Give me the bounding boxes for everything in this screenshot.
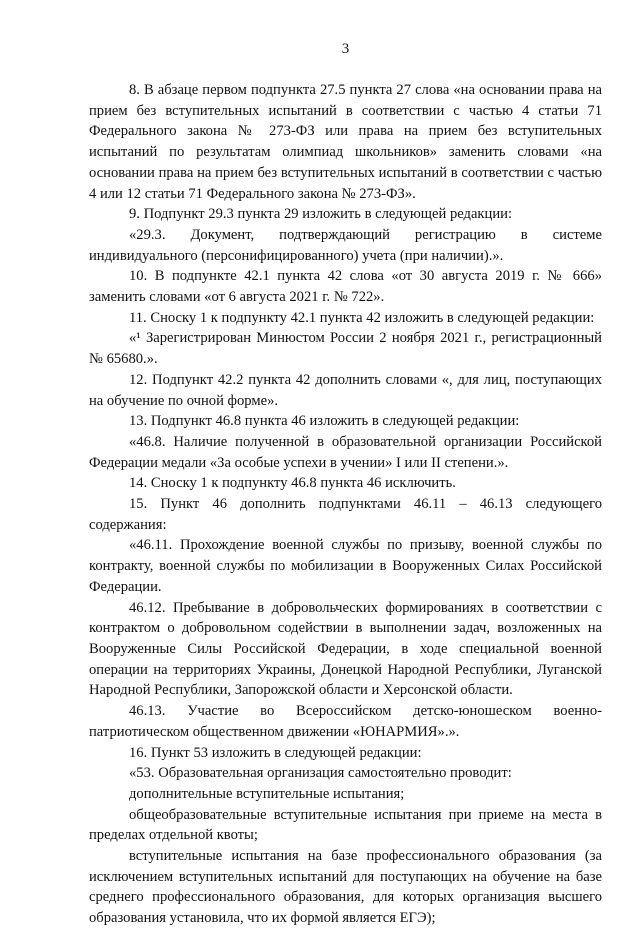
paragraph-subitem-46-8: «46.8. Наличие полученной в образовательной организации Российской Федерации медали «За особые успехи в учении» I или II степени.». xyxy=(89,433,602,471)
paragraph-subitem-46-11: «46.11. Прохождение военной службы по призыву, военной службы по контракту, военной службы по мобилизации в Вооруженных Силах Российской Федерации. xyxy=(89,537,602,595)
paragraph-item-16: 16. Пункт 53 изложить в следующей редакции: xyxy=(129,744,422,761)
paragraph-item-53: «53. Образовательная организация самостоятельно проводит: xyxy=(129,765,512,782)
document-body xyxy=(89,80,602,929)
paragraph-item-8: 8. В абзаце первом подпункта 27.5 пункта 27 слова «на основании права на прием без вступительных испытаний в соответствии с частью 4 статьи 71 Федерального закона № 273-ФЗ или права на прием без вступительных испытаний по результатам олимпиад школьников» заменить словами «на основании права на прием без вступительных испытаний в соответствии с частью 4 или 12 статьи 71 Федерального закона № 273-ФЗ». xyxy=(89,82,602,202)
paragraph-list-item: общеобразовательные вступительные испытания при приеме на места в пределах отдельной квоты; xyxy=(89,806,602,844)
paragraph-subitem-29-3: «29.3. Документ, подтверждающий регистрацию в системе индивидуального (персонифицированного) учета (при наличии).». xyxy=(89,226,602,264)
paragraph-subitem-46-12: 46.12. Пребывание в добровольческих формированиях в соответствии с контрактом о добровольном содействии в выполнении задач, возложенных на Вооруженные Силы Российской Федерации, в ходе специальной военной операции на территориях Украины, Донецкой Народной Республики, Луганской Народной Республики, Запорожской области и Херсонской области. xyxy=(89,599,602,699)
paragraph-item-10: 10. В подпункте 42.1 пункта 42 слова «от 30 августа 2019 г. № 666» заменить словами «от 6 августа 2021 г. № 722». xyxy=(89,268,602,306)
paragraph-list-item: дополнительные вступительные испытания; xyxy=(129,785,405,802)
paragraph-item-9: 9. Подпункт 29.3 пункта 29 изложить в следующей редакции: xyxy=(129,206,513,223)
paragraph-item-12: 12. Подпункт 42.2 пункта 42 дополнить словами «, для лиц, поступающих на обучение по очной форме». xyxy=(89,371,602,409)
paragraph-footnote-1: «¹ Зарегистрирован Минюстом России 2 ноября 2021 г., регистрационный № 65680.». xyxy=(89,330,602,368)
paragraph-list-item: вступительные испытания на базе профессионального образования (за исключением вступительных испытаний для поступающих на обучение на базе среднего профессионального образования, для которых организация высшего образования установила, что их формой является ЕГЭ); xyxy=(89,848,602,927)
paragraph-item-14: 14. Сноску 1 к подпункту 46.8 пункта 46 исключить. xyxy=(129,475,456,492)
paragraph-subitem-46-13: 46.13. Участие во Всероссийском детско-юношеском военно-патриотическом общественном движении «ЮНАРМИЯ».». xyxy=(89,703,602,740)
page-number: 3 xyxy=(341,41,350,57)
paragraph-item-13: 13. Подпункт 46.8 пункта 46 изложить в следующей редакции: xyxy=(129,413,520,430)
paragraph-item-11: 11. Сноску 1 к подпункту 42.1 пункта 42 изложить в следующей редакции: xyxy=(129,309,595,326)
paragraph-item-15: 15. Пункт 46 дополнить подпунктами 46.11 – 46.13 следующего содержания: xyxy=(89,496,602,533)
